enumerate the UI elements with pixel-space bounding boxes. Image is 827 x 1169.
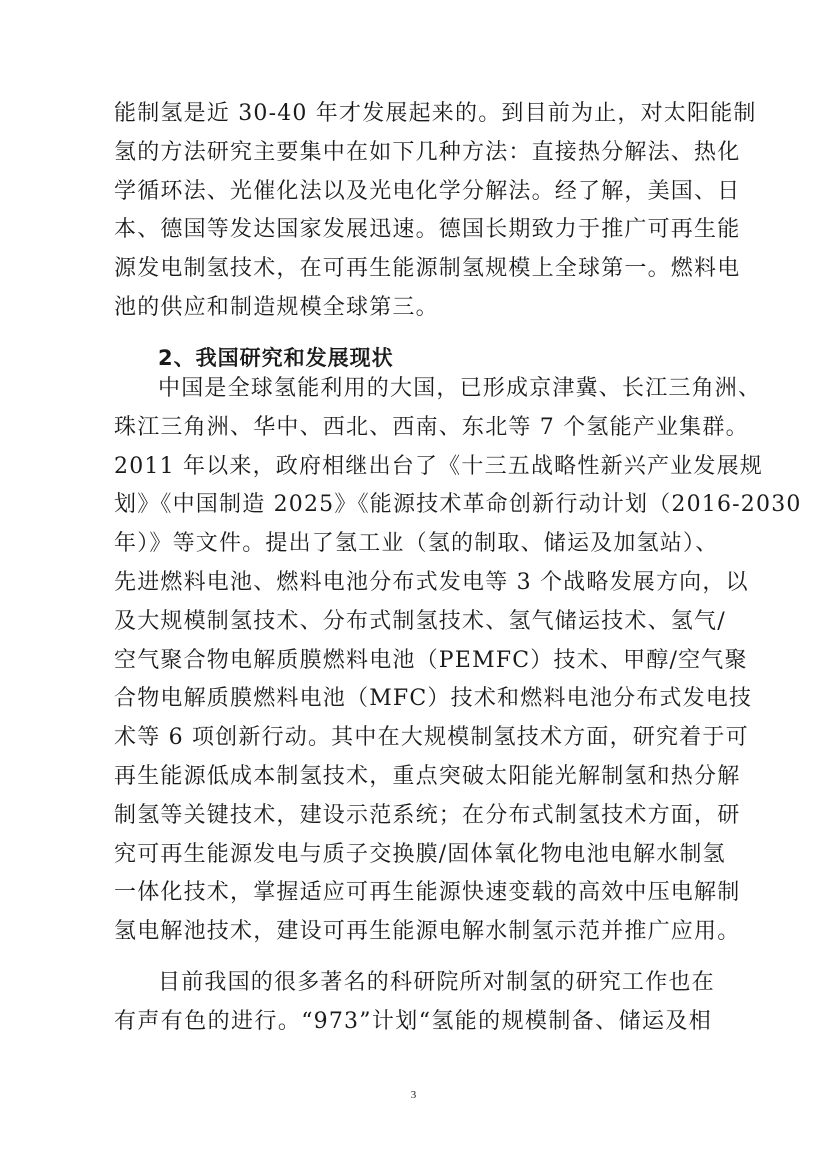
text-line: 本、德国等发达国家发展迅速。德国长期致力于推广可再生能 <box>114 217 741 243</box>
paragraph-research-institutes <box>114 964 715 1042</box>
text-line: 制氢等关键技术，建设示范系统；在分布式制氢技术方面，研 <box>114 802 741 828</box>
text-line: 能制氢是近 30-40 年才发展起来的。到目前为止，对太阳能制 <box>114 101 757 126</box>
text-line: 氢的方法研究主要集中在如下几种方法：直接热分解法、热化 <box>114 139 741 165</box>
paragraph-domestic-status <box>114 370 802 952</box>
section-heading: 2、我国研究和发展现状 <box>158 346 394 370</box>
text-line: 术等 6 项创新行动。其中在大规模制氢技术方面，研究着于可 <box>114 725 749 751</box>
text-line: 池的供应和制造规模全球第三。 <box>114 294 439 320</box>
text-line: 先进燃料电池、燃料电池分布式发电等 3 个战略发展方向，以 <box>114 569 749 595</box>
text-line: 及大规模制氢技术、分布式制氢技术、氢气储运技术、氢气/ <box>114 608 726 634</box>
text-line: 源发电制氢技术，在可再生能源制氢规模上全球第一。燃料电 <box>114 256 741 282</box>
text-line: 究可再生能源发电与质子交换膜/固体氧化物电池电解水制氢 <box>114 841 726 867</box>
text-line: 有声有色的进行。“973”计划“氢能的规模制备、储运及相 <box>114 1008 712 1034</box>
text-line: 空气聚合物电解质膜燃料电池（PEMFC）技术、甲醇/空气聚 <box>114 647 748 673</box>
text-line: 珠江三角洲、华中、西北、西南、东北等 7 个氢能产业集群。 <box>114 414 749 440</box>
text-line: 学循环法、光催化法以及光电化学分解法。经了解，美国、日 <box>114 178 741 204</box>
text-line: 再生能源低成本制氢技术，重点突破太阳能光解制氢和热分解 <box>114 763 741 789</box>
text-line: 2011 年以来，政府相继出台了《十三五战略性新兴产业发展规 <box>114 453 763 479</box>
text-line: 目前我国的很多著名的科研院所对制氢的研究工作也在 <box>158 970 715 995</box>
text-line: 年）》等文件。提出了氢工业（氢的制取、储运及加氢站）、 <box>114 531 719 557</box>
text-line: 合物电解质膜燃料电池（MFC）技术和燃料电池分布式发电技 <box>114 686 753 712</box>
text-line: 氢电解池技术，建设可再生能源电解水制氢示范并推广应用。 <box>114 919 741 945</box>
page-number: 3 <box>410 1089 417 1101</box>
paragraph-continued <box>114 95 757 328</box>
text-line: 划》《中国制造 2025》《能源技术革命创新行动计划（2016-2030 <box>114 492 802 518</box>
text-line: 一体化技术，掌握适应可再生能源快速变载的高效中压电解制 <box>114 880 741 906</box>
text-line: 中国是全球氢能利用的大国，已形成京津冀、长江三角洲、 <box>158 376 762 401</box>
